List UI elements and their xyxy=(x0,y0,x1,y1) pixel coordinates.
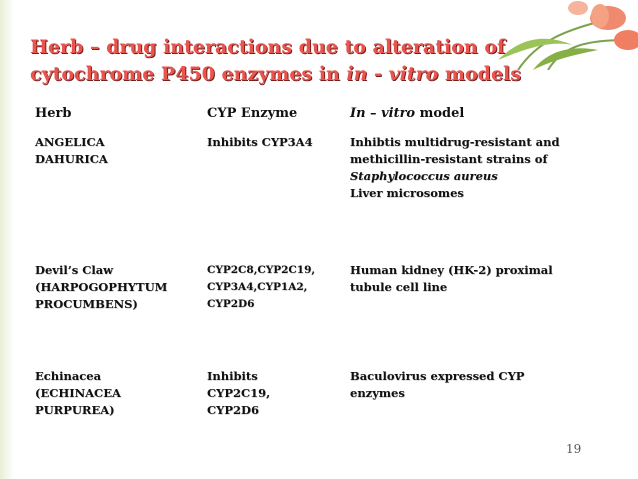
cell-line: PURPUREA) xyxy=(35,403,115,417)
cell-line: CYP2C8,CYP2C19, xyxy=(207,264,316,276)
cell-line: CYP2D6 xyxy=(207,298,255,310)
cell-line: Liver microsomes xyxy=(350,186,464,200)
left-gradient-bar xyxy=(0,0,14,479)
table-row-2-model xyxy=(350,262,553,296)
cell-line: Human kidney (HK-2) proximal xyxy=(350,263,553,277)
cell-line: CYP3A4,CYP1A2, xyxy=(207,281,308,293)
header-model-italic: In – vitro xyxy=(350,106,416,121)
cell-line: Devil’s Claw xyxy=(35,263,114,277)
cell-line: Baculovirus expressed CYP xyxy=(350,369,525,383)
header-in-vitro-model xyxy=(350,106,464,121)
title-line-1: Herb – drug interactions due to alteration of xyxy=(30,36,506,58)
table-row-1-herb xyxy=(35,134,108,168)
header-cyp-enzyme: CYP Enzyme xyxy=(207,106,298,121)
cell-line: (ECHINACEA xyxy=(35,386,121,400)
header-herb: Herb xyxy=(35,106,72,121)
cell-line: (HARPOGOPHYTUM xyxy=(35,280,168,294)
cell-line: enzymes xyxy=(350,386,405,400)
table-row-3-herb xyxy=(35,368,121,419)
table-row-1-model xyxy=(350,134,560,202)
table-row-3-enzyme xyxy=(207,368,270,419)
cell-line: Inhibtis multidrug-resistant and xyxy=(350,135,560,149)
cell-line: Inhibits xyxy=(207,369,258,383)
table-row-2-herb xyxy=(35,262,167,313)
cell-line: tubule cell line xyxy=(350,280,448,294)
cell-line: PROCUMBENS) xyxy=(35,297,138,311)
table-row-1-enzyme xyxy=(207,134,313,151)
title-line-2-prefix: cytochrome P450 enzymes in xyxy=(30,63,347,85)
cell-line: Echinacea xyxy=(35,369,102,383)
page-number: 19 xyxy=(566,442,582,456)
title-line-2-italic: in - vitro xyxy=(346,63,439,85)
title-line-2-suffix: models xyxy=(438,63,521,85)
cell-line: Inhibits CYP3A4 xyxy=(207,135,313,149)
cell-line: methicillin-resistant strains of xyxy=(350,152,548,166)
slide-title xyxy=(30,34,550,88)
table-row-3-model xyxy=(350,368,524,402)
cell-line: ANGELICA xyxy=(35,135,105,149)
cell-line-species: Staphylococcus aureus xyxy=(350,169,498,183)
cell-line: DAHURICA xyxy=(35,152,108,166)
header-model-suffix: model xyxy=(415,106,465,121)
table-row-2-enzyme xyxy=(207,262,315,313)
cell-line: CYP2C19, xyxy=(207,386,271,400)
cell-line: CYP2D6 xyxy=(207,403,259,417)
